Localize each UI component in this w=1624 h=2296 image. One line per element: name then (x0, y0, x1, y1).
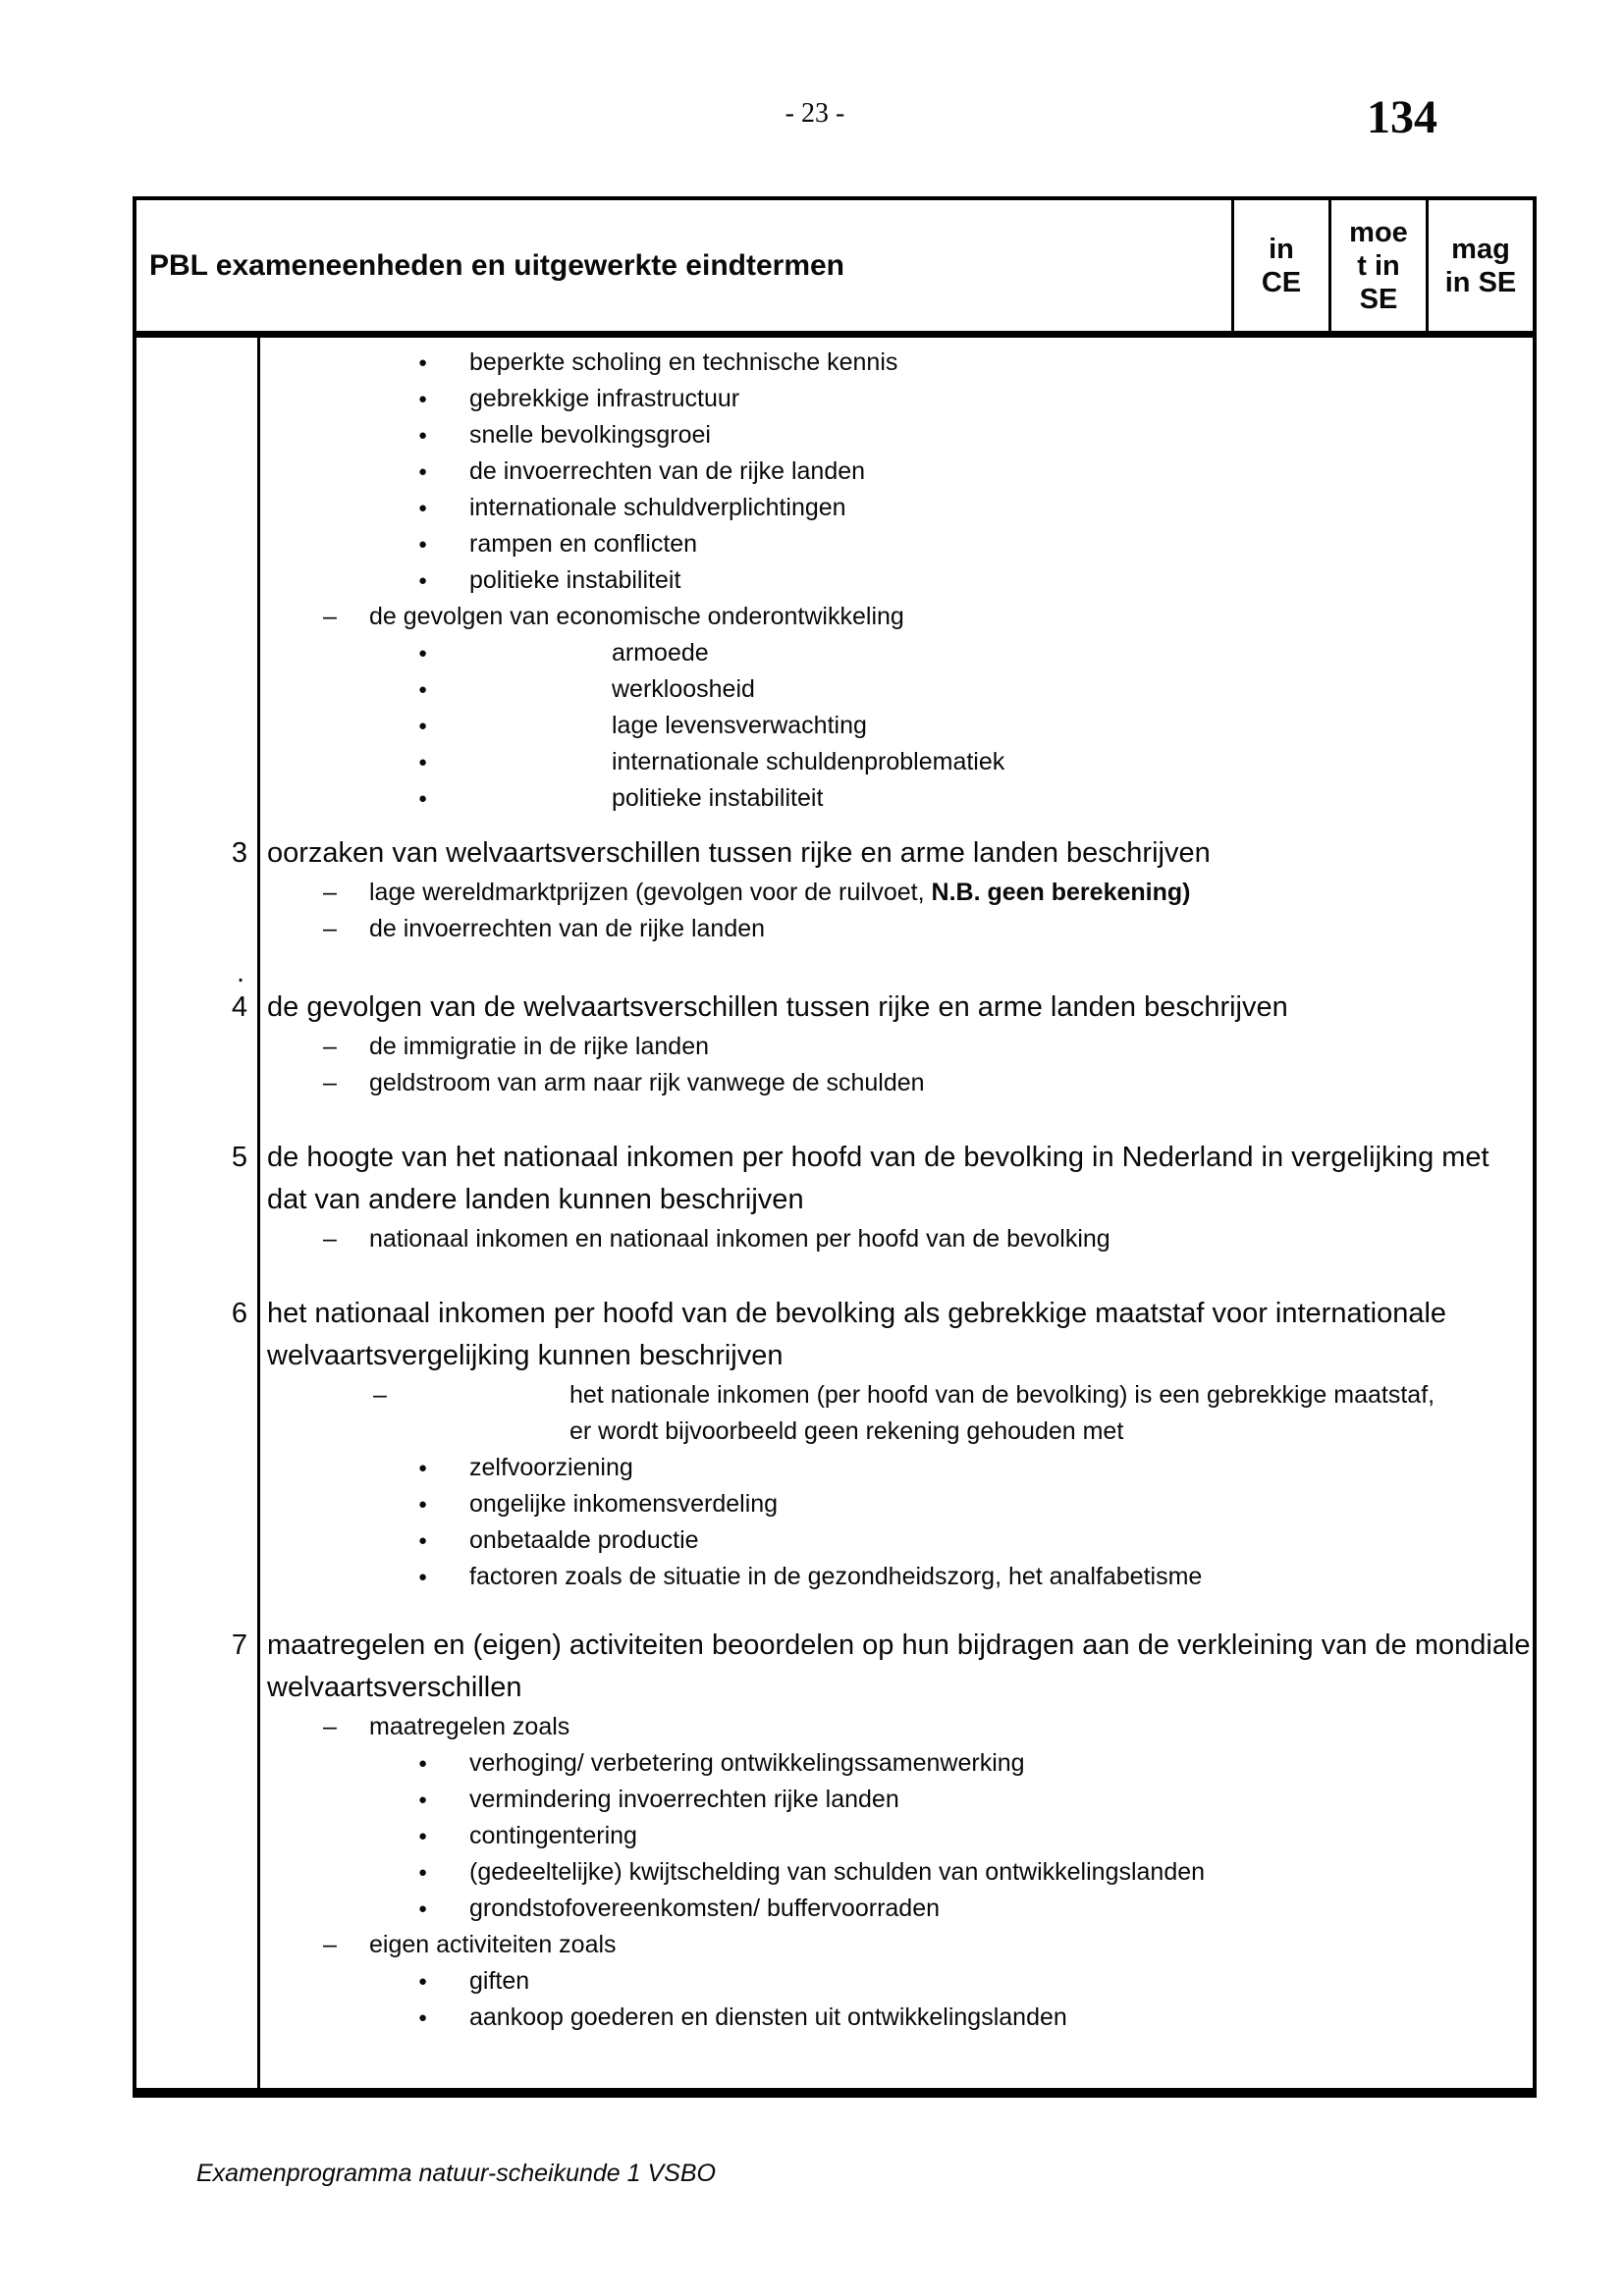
list-item-text: contingentering (469, 1822, 637, 1849)
section-content (260, 345, 1533, 817)
list-item-text: verhoging/ verbetering ontwikkelingssamenwerking (469, 1749, 1025, 1777)
corner-page-number: 134 (1367, 91, 1437, 143)
section-item-3 (136, 832, 1533, 947)
page-number: - 23 - (785, 98, 845, 129)
list-item-text: aankoop goederen en diensten uit ontwikkelingslanden (469, 2003, 1067, 2031)
number-cell-empty (136, 345, 260, 817)
item-title: maatregelen en (eigen) activiteiten beoordelen op hun bijdragen aan de verkleining van de mondiale welvaartsverschillen (267, 1629, 1531, 1703)
list-item (260, 1782, 1533, 1818)
list-item-text: ongelijke inkomensverdeling (469, 1490, 779, 1518)
item-title: het nationaal inkomen per hoofd van de bevolking als gebrekkige maatstaf voor internationale welvaartsvergelijking kunnen beschrijven (267, 1298, 1447, 1371)
list-item (260, 1963, 1533, 2000)
list-item-text: de gevolgen van economische onderontwikkeling (369, 603, 904, 630)
bullet-icon: ● (418, 572, 428, 589)
dash-icon: – (323, 1225, 337, 1253)
dash-icon: – (323, 1033, 337, 1060)
list-item (260, 1522, 1533, 1559)
list-item (260, 1029, 1533, 1065)
list-item (260, 2000, 1533, 2036)
list-item-text: nationaal inkomen en nationaal inkomen per hoofd van de bevolking (369, 1225, 1110, 1253)
list-item-text: grondstofovereenkomsten/ buffervoorraden (469, 1895, 941, 1922)
bullet-icon: ● (418, 427, 428, 444)
section-content (260, 987, 1533, 1101)
item-number: 3 (231, 837, 247, 869)
dash-icon: – (323, 879, 337, 906)
section-item-6 (136, 1293, 1533, 1595)
list-item (260, 526, 1533, 562)
list-item (260, 599, 1533, 635)
bullet-icon: ● (418, 1496, 428, 1513)
column-header-moet-in-se (1328, 200, 1426, 331)
table-title: PBL exameneenheden en uitgewerkte eindtermen (149, 248, 845, 282)
list-item (260, 1221, 1533, 1257)
list-item-text: de invoerrechten van de rijke landen (469, 457, 866, 485)
list-item (260, 744, 1533, 780)
list-item (260, 911, 1533, 947)
list-item-text: internationale schuldverplichtingen (469, 494, 846, 521)
list-item-text: beperkte scholing en technische kennis (469, 348, 898, 376)
dash-icon: – (323, 1713, 337, 1740)
item-number-cell (136, 957, 260, 1101)
section-item-5 (136, 1137, 1533, 1257)
list-item-text: rampen en conflicten (469, 530, 698, 558)
list-item-text: werkloosheid (612, 675, 755, 703)
section-item-4 (136, 957, 1533, 1101)
list-item (260, 671, 1533, 708)
bullet-icon: ● (418, 536, 428, 553)
list-item-text: vermindering invoerrechten rijke landen (469, 1786, 899, 1813)
list-item (260, 1745, 1533, 1782)
column-header-mag-in-se (1426, 200, 1533, 331)
table-body (136, 338, 1533, 2088)
bullet-icon: ● (418, 1532, 428, 1549)
dash-icon: – (323, 915, 337, 942)
list-item (260, 454, 1533, 490)
bullet-icon: ● (418, 1569, 428, 1585)
list-item (260, 1559, 1533, 1595)
list-item-text: maatregelen zoals (369, 1713, 570, 1740)
item-number: 5 (231, 1142, 247, 1173)
list-item (260, 1486, 1533, 1522)
list-item (260, 1854, 1533, 1891)
list-item-text: lage levensverwachting (612, 712, 867, 739)
bullet-icon: ● (418, 354, 428, 371)
list-item (260, 1065, 1533, 1101)
list-item-text: giften (469, 1967, 530, 1995)
column-header-moet-in-se-label: moet in SE (1349, 216, 1408, 315)
dash-icon: – (323, 603, 337, 630)
list-item-text (260, 875, 1533, 911)
list-item (260, 1709, 1533, 1745)
dash-icon: – (323, 1931, 337, 1958)
list-item (260, 381, 1533, 417)
item-title: de hoogte van het nationaal inkomen per hoofd van de bevolking in Nederland in vergelijking met dat van andere landen kunnen beschrijven (267, 1142, 1489, 1215)
section-content (260, 1137, 1533, 1257)
list-item-text: de immigratie in de rijke landen (369, 1033, 710, 1060)
bullet-icon: ● (418, 500, 428, 516)
list-item-text: politieke instabiliteit (469, 566, 681, 594)
bullet-icon: ● (418, 790, 428, 807)
list-item-text: gebrekkige infrastructuur (469, 385, 740, 412)
list-item (260, 635, 1533, 671)
list-item-text: eigen activiteiten zoals (369, 1931, 617, 1958)
bullet-icon: ● (418, 718, 428, 734)
list-item (260, 562, 1533, 599)
dash-icon: – (323, 1069, 337, 1096)
list-item-text-normal: lage wereldmarktprijzen (gevolgen voor de ruilvoet, (369, 879, 932, 906)
list-item-text: armoede (612, 639, 709, 667)
list-item (260, 875, 1533, 911)
bullet-icon: ● (418, 1791, 428, 1808)
item-title: oorzaken van welvaartsverschillen tussen rijke en arme landen beschrijven (267, 837, 1211, 869)
list-item-text-bold: N.B. geen berekening) (931, 879, 1191, 906)
list-item-text: het nationale inkomen (per hoofd van de bevolking) is een gebrekkige maatstaf, er wordt bijvoorbeeld geen rekening gehouden met (569, 1381, 1435, 1445)
list-item-text: (gedeeltelijke) kwijtschelding van schulden van ontwikkelingslanden (469, 1858, 1206, 1886)
list-item-text: onbetaalde productie (469, 1526, 699, 1554)
bullet-icon: ● (418, 391, 428, 407)
list-item-text: zelfvoorziening (469, 1454, 633, 1481)
list-item-text: politieke instabiliteit (612, 784, 824, 812)
list-item (260, 780, 1533, 817)
list-item (260, 417, 1533, 454)
list-item (260, 490, 1533, 526)
stray-dot: . (236, 957, 244, 988)
table-header-row (136, 200, 1533, 338)
list-item-text: factoren zoals de situatie in de gezondheidszorg, het analfabetisme (469, 1563, 1203, 1590)
item-number: 4 (231, 991, 247, 1023)
bullet-icon: ● (418, 754, 428, 771)
bullet-icon: ● (418, 645, 428, 662)
bullet-icon: ● (418, 1828, 428, 1844)
list-item-text: de invoerrechten van de rijke landen (369, 915, 766, 942)
list-item (260, 1818, 1533, 1854)
item-number: 6 (231, 1298, 247, 1329)
bullet-icon: ● (418, 1900, 428, 1917)
bullet-icon: ● (418, 1864, 428, 1881)
list-item (260, 1891, 1533, 1927)
column-header-mag-in-se-label: mag in SE (1444, 233, 1517, 298)
section-item-7 (136, 1625, 1533, 2036)
item-title: de gevolgen van de welvaartsverschillen tussen rijke en arme landen beschrijven (267, 991, 1288, 1023)
list-item (260, 1927, 1533, 1963)
section-content (260, 1625, 1533, 2036)
list-item (260, 708, 1533, 744)
section-continuation (136, 345, 1533, 817)
column-header-in-ce (1231, 200, 1328, 331)
list-item-text: geldstroom van arm naar rijk vanwege de schulden (369, 1069, 925, 1096)
section-content (260, 832, 1533, 947)
section-content (260, 1293, 1533, 1595)
footer-text: Examenprogramma natuur-scheikunde 1 VSBO (196, 2160, 716, 2187)
bullet-icon: ● (418, 463, 428, 480)
list-item (260, 1377, 1533, 1450)
bullet-icon: ● (418, 1973, 428, 1990)
list-item-text: internationale schuldenproblematiek (612, 748, 1005, 775)
item-number: 7 (231, 1629, 247, 1661)
bullet-icon: ● (418, 1460, 428, 1476)
bullet-icon: ● (418, 681, 428, 698)
list-item (260, 1450, 1533, 1486)
bullet-icon: ● (418, 2009, 428, 2026)
list-item-text: snelle bevolkingsgroei (469, 421, 711, 449)
list-item (260, 345, 1533, 381)
bullet-icon: ● (418, 1755, 428, 1772)
exam-units-table (133, 196, 1537, 2098)
dash-icon: – (373, 1381, 387, 1409)
column-header-in-ce-label: in CE (1261, 233, 1302, 298)
